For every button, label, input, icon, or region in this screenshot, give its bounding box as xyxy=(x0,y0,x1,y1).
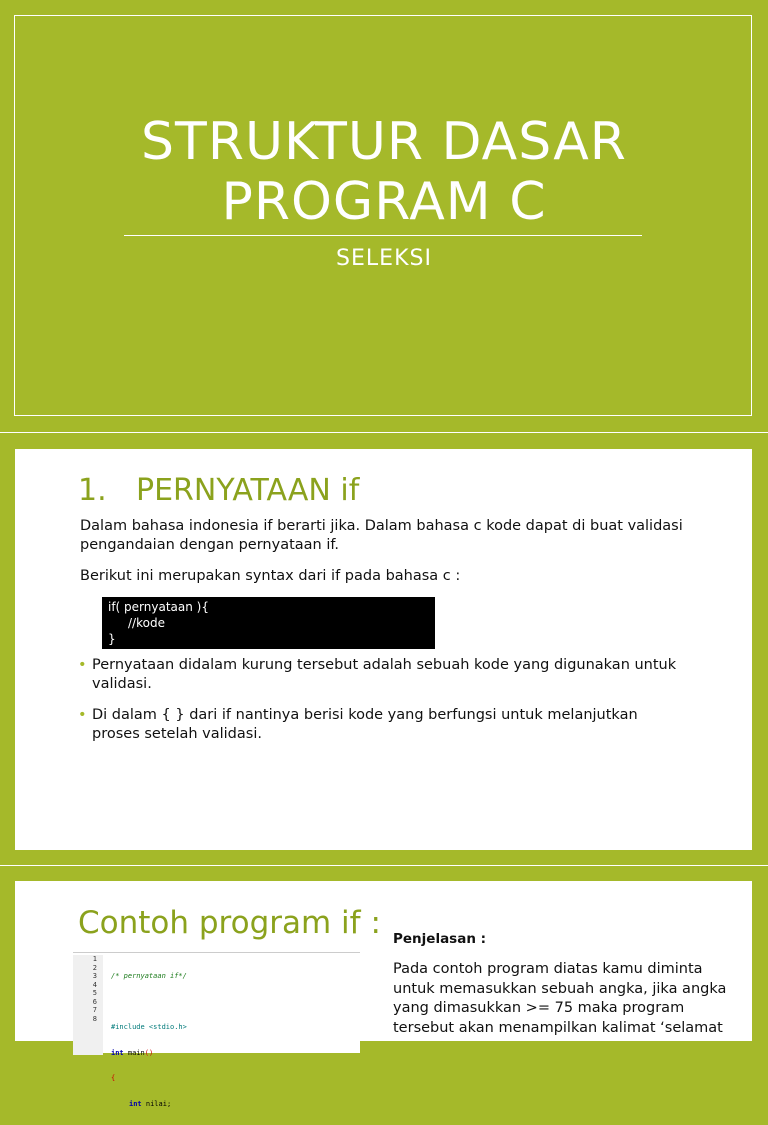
title-slide xyxy=(0,0,768,432)
slide-title-line-2: PROGRAM C xyxy=(221,172,547,232)
line-number: 6 xyxy=(92,997,97,1006)
bullet-icon: • xyxy=(78,657,87,673)
bullet-item xyxy=(78,706,688,744)
code-decl-line xyxy=(111,1100,187,1109)
line-number: 7 xyxy=(92,1006,97,1014)
source-code xyxy=(111,955,187,1125)
content-slide-if xyxy=(15,449,752,850)
syntax-intro-paragraph: Berikut ini merupakan syntax dari if pada bahasa c : xyxy=(80,568,461,584)
title-divider xyxy=(124,235,642,236)
code-line: } xyxy=(108,632,116,646)
content-slide-example xyxy=(15,881,752,1108)
bullet-text: Di dalam { } dari if nantinya berisi kode yang berfungsi untuk melanjutkan proses setelah validasi. xyxy=(92,707,638,742)
code-comment: /* pernyataan if*/ xyxy=(111,972,187,980)
section-title: PERNYATAAN if xyxy=(136,473,360,508)
code-keyword: int xyxy=(129,1099,142,1108)
slide-title xyxy=(0,112,768,232)
line-number: 1 xyxy=(92,955,97,963)
line-number: 3 xyxy=(92,972,97,980)
slide-separator xyxy=(0,865,768,866)
example-heading: Contoh program if : xyxy=(78,905,381,941)
code-include: #include <stdio.h> xyxy=(111,1023,187,1031)
code-line: //kode xyxy=(128,616,165,630)
slide-separator xyxy=(0,432,768,433)
explanation-text: Pada contoh program diatas kamu diminta untuk memasukkan sebuah angka, jika angka yang dimasukkan >= 75 maka program tersebut akan menampilkan kalimat ‘selamat xyxy=(393,961,727,1036)
line-number-gutter xyxy=(73,955,103,1055)
code-open-brace: { xyxy=(111,1074,116,1082)
bullet-icon: • xyxy=(78,707,87,723)
code-blank-line xyxy=(111,998,187,1007)
section-heading xyxy=(78,473,359,508)
line-number: 5 xyxy=(92,989,97,997)
code-brackets: () xyxy=(144,1048,154,1057)
slide-title-line-1: STRUKTUR DASAR xyxy=(141,112,627,172)
code-screenshot xyxy=(73,952,360,1108)
code-line: if( pernyataan ){ xyxy=(108,600,209,614)
code-keyword: int xyxy=(111,1048,124,1057)
section-number: 1. xyxy=(78,473,107,508)
bullet-item xyxy=(78,656,688,694)
code-text: main xyxy=(123,1048,145,1057)
line-number: 4 xyxy=(92,980,97,989)
line-number: 8 xyxy=(92,1014,97,1023)
line-number: 2 xyxy=(92,963,97,972)
code-text: nilai; xyxy=(141,1099,172,1108)
slide-subtitle: SELEKSI xyxy=(336,246,432,271)
intro-paragraph: Dalam bahasa indonesia if berarti jika. Dalam bahasa c kode dapat di buat validasi pengandaian dengan pernyataan if. xyxy=(80,518,683,553)
explanation-label: Penjelasan : xyxy=(393,931,487,947)
bullet-text: Pernyataan didalam kurung tersebut adalah sebuah kode yang digunakan untuk validasi. xyxy=(92,657,677,692)
syntax-code-block xyxy=(102,597,435,649)
code-main-line xyxy=(111,1049,187,1058)
